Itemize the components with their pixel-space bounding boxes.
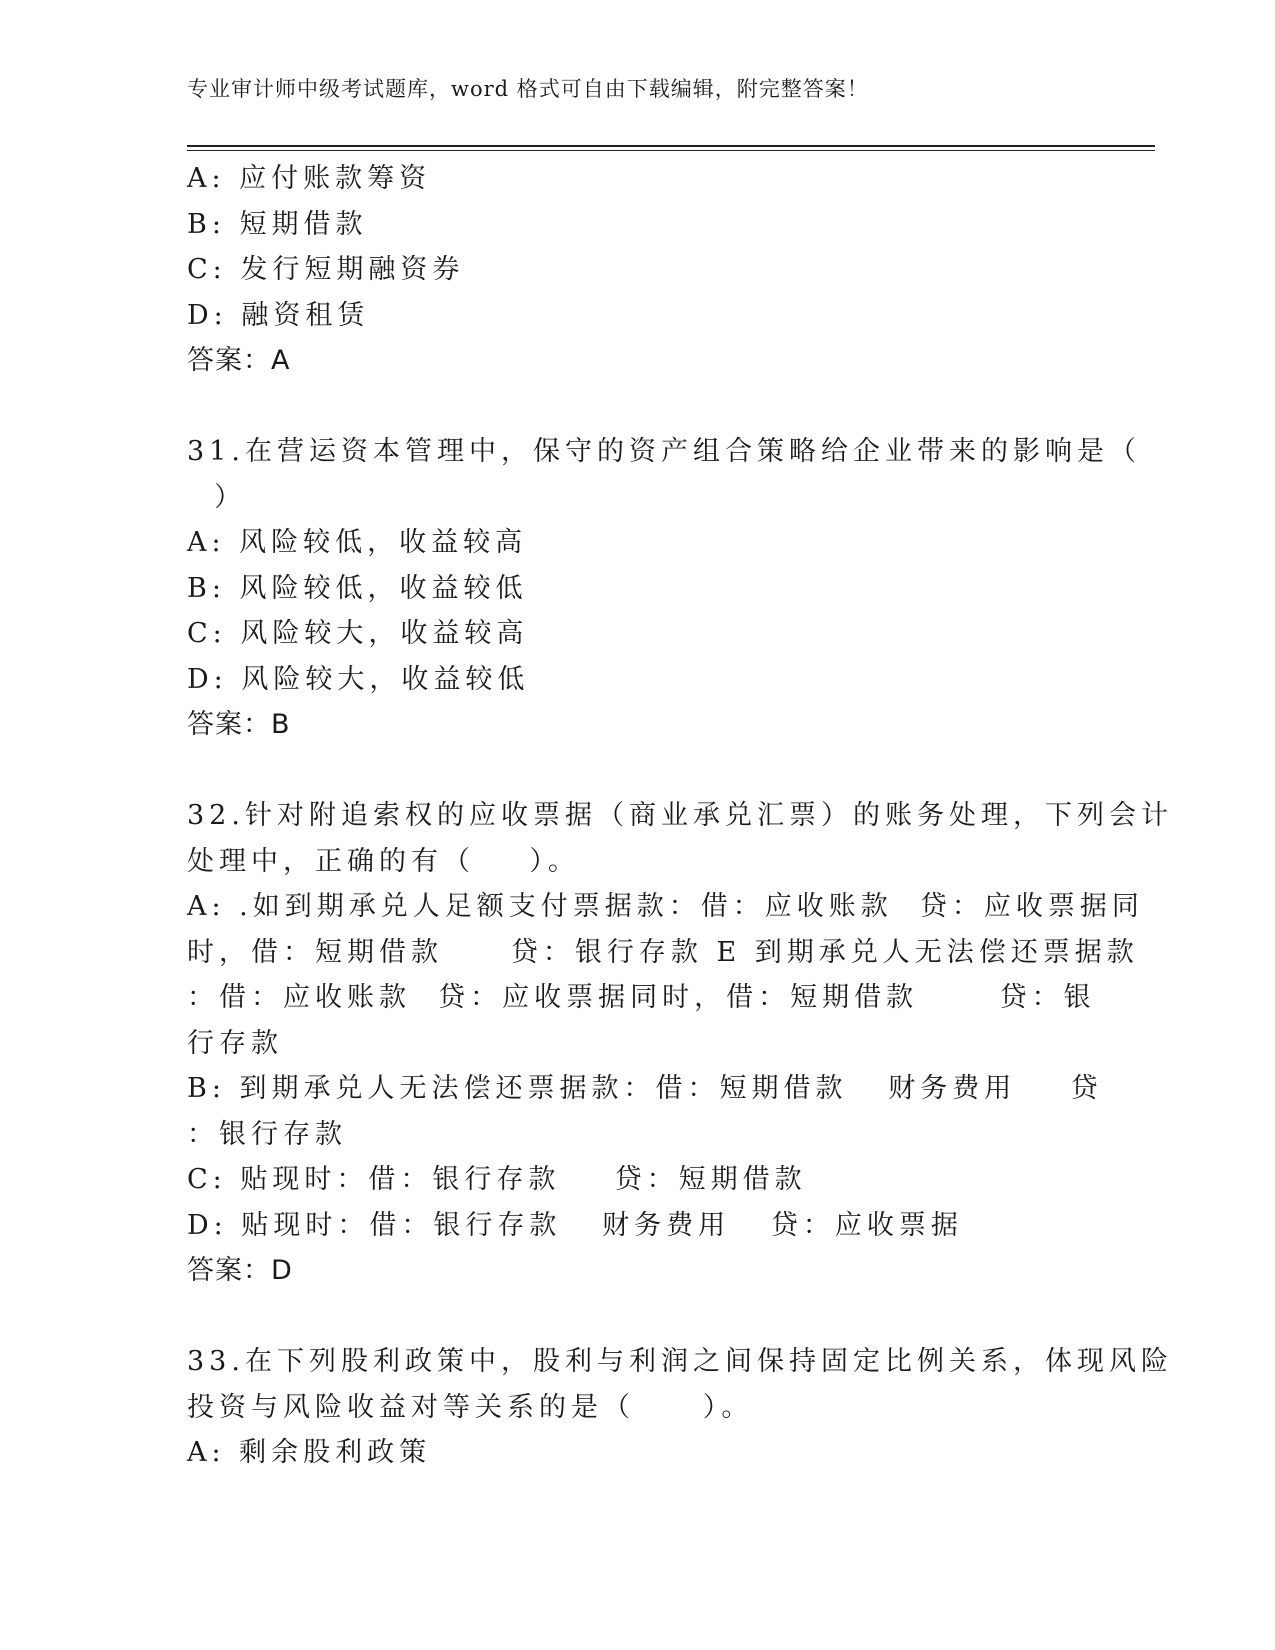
answer-line: 答案：A [187, 345, 291, 376]
question-line: A: 应付账款筹资 [187, 163, 432, 194]
question-line: A: 风险较低，收益较高 [187, 527, 528, 558]
question-line: D: 融资租赁 [187, 299, 370, 331]
question-line: C: 贴现时：借：银行存款 贷：短期借款 [187, 1164, 807, 1195]
question-line: 时，借：短期借款 贷：银行存款 E 到期承兑人无法偿还票据款 [187, 936, 1139, 968]
question-block [187, 429, 1141, 748]
header-rule-thin [187, 150, 1155, 151]
question-line: 31.在营运资本管理中，保守的资产组合策略给企业带来的影响是（ [187, 436, 1141, 467]
question-block [187, 793, 1173, 1294]
question-line: D: 风险较大，收益较低 [187, 663, 530, 695]
question-line: A: 剩余股利政策 [187, 1437, 432, 1468]
question-line: C: 风险较大，收益较高 [187, 618, 529, 649]
question-line: B: 风险较低，收益较低 [187, 572, 528, 604]
block-spacer [187, 748, 1087, 794]
question-line: 32.针对附追索权的应收票据（商业承兑汇票）的账务处理，下列会计 [187, 800, 1173, 831]
question-line: 33.在下列股利政策中，股利与利润之间保持固定比例关系，体现风险 [187, 1346, 1173, 1377]
question-line: 行存款 [187, 1027, 283, 1059]
block-spacer [187, 384, 1087, 430]
question-block [187, 1339, 1173, 1476]
question-line: ：银行存款 [187, 1118, 347, 1150]
answer-line: 答案：D [187, 1255, 293, 1286]
question-line: 投资与风险收益对等关系的是（ ）。 [187, 1391, 754, 1423]
page-header: 专业审计师中级考试题库，word 格式可自由下载编辑，附完整答案！ [187, 77, 869, 101]
question-line: 处理中，正确的有（ ）。 [187, 845, 580, 877]
header-rule-thick [187, 145, 1155, 147]
question-line: C: 发行短期融资券 [187, 254, 465, 285]
question-line: A: .如到期承兑人足额支付票据款：借：应收账款 贷：应收票据同 [187, 891, 1144, 922]
question-block [187, 156, 1087, 384]
question-line: B: 到期承兑人无法偿还票据款：借：短期借款 财务费用 贷 [187, 1073, 1103, 1104]
question-line: B: 短期借款 [187, 208, 368, 240]
block-spacer [187, 1294, 1087, 1340]
question-line: D: 贴现时：借：银行存款 财务费用 贷：应收票据 [187, 1209, 963, 1241]
answer-line: 答案：B [187, 709, 291, 740]
question-line: ：借：应收账款 贷：应收票据同时，借：短期借款 贷：银 [187, 982, 1096, 1013]
question-content [187, 156, 1173, 1476]
question-line: ） [187, 481, 247, 513]
